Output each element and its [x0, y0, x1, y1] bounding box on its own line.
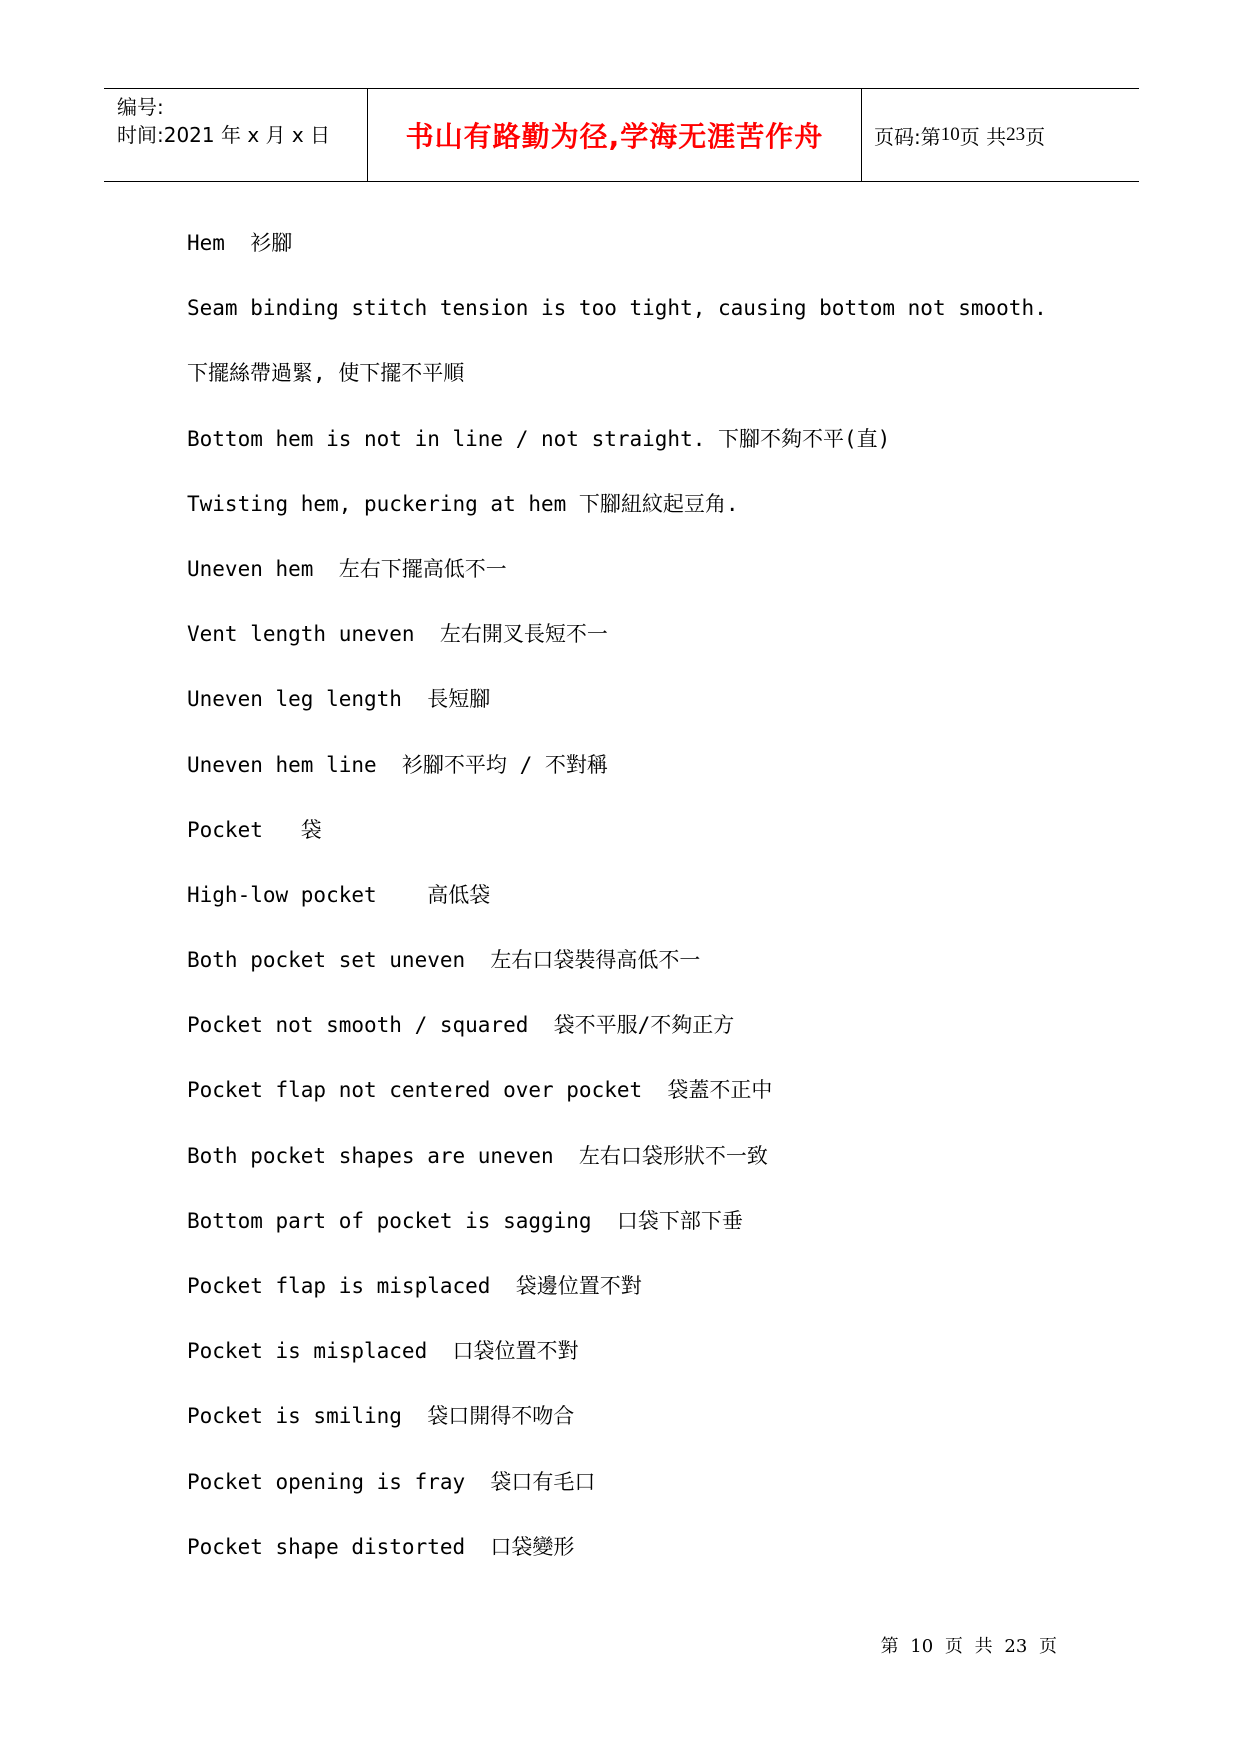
glossary-line: Pocket not smooth / squared 袋不平服/不夠正方 [187, 1013, 735, 1038]
page-total-number: 23 [1006, 124, 1026, 145]
glossary-line: Uneven hem line 衫腳不平均 / 不對稱 [187, 752, 608, 777]
glossary-line: Both pocket shapes are uneven 左右口袋形狀不一致 [187, 1143, 768, 1168]
glossary-line: Seam binding stitch tension is too tight, causing bottom not smooth. [187, 296, 1047, 321]
glossary-line: 下擺絲帶過緊, 使下擺不平順 [187, 361, 465, 386]
glossary-line: Hem 衫腳 [187, 231, 293, 255]
page-footer: 第 10 页 共 23 页 [880, 1636, 1057, 1657]
header-meta-cell [104, 89, 368, 181]
glossary-line: Pocket flap not centered over pocket 袋蓋不正中 [187, 1078, 773, 1103]
glossary-content [187, 228, 1137, 1597]
glossary-line: Pocket 袋 [187, 817, 322, 842]
glossary-line: Bottom hem is not in line / not straight. 下腳不夠不平(直) [187, 426, 891, 451]
page-prefix: 页码:第 [874, 124, 941, 149]
glossary-line: Twisting hem, puckering at hem 下腳紐紋起豆角. [187, 491, 739, 516]
header-motto: 书山有路勤为径,学海无涯苦作舟 [405, 120, 824, 153]
glossary-line: Pocket shape distorted 口袋變形 [187, 1534, 575, 1559]
document-number-label: 编号: [117, 95, 164, 119]
glossary-line: Both pocket set uneven 左右口袋裝得高低不一 [187, 948, 701, 973]
header-motto-cell [368, 89, 862, 181]
glossary-line: Pocket opening is fray 袋口有毛口 [187, 1469, 596, 1494]
glossary-line: Uneven leg length 長短腳 [187, 687, 491, 712]
page-current-number: 10 [940, 124, 960, 145]
glossary-line: Bottom part of pocket is sagging 口袋下部下垂 [187, 1208, 743, 1233]
glossary-line: Vent length uneven 左右開叉長短不一 [187, 622, 608, 647]
glossary-line: Pocket is misplaced 口袋位置不對 [187, 1339, 579, 1364]
glossary-line: High-low pocket 高低袋 [187, 882, 491, 907]
glossary-line: Pocket is smiling 袋口開得不吻合 [187, 1404, 575, 1429]
header-page-cell [862, 89, 1139, 181]
glossary-line: Pocket flap is misplaced 袋邊位置不對 [187, 1274, 642, 1298]
document-date-label: 时间:2021 年 x 月 x 日 [117, 123, 331, 147]
glossary-line: Uneven hem 左右下擺高低不一 [187, 556, 507, 581]
page-suffix: 页 [1025, 124, 1046, 149]
page-header [104, 88, 1139, 182]
page-mid: 页 共 [959, 124, 1007, 149]
